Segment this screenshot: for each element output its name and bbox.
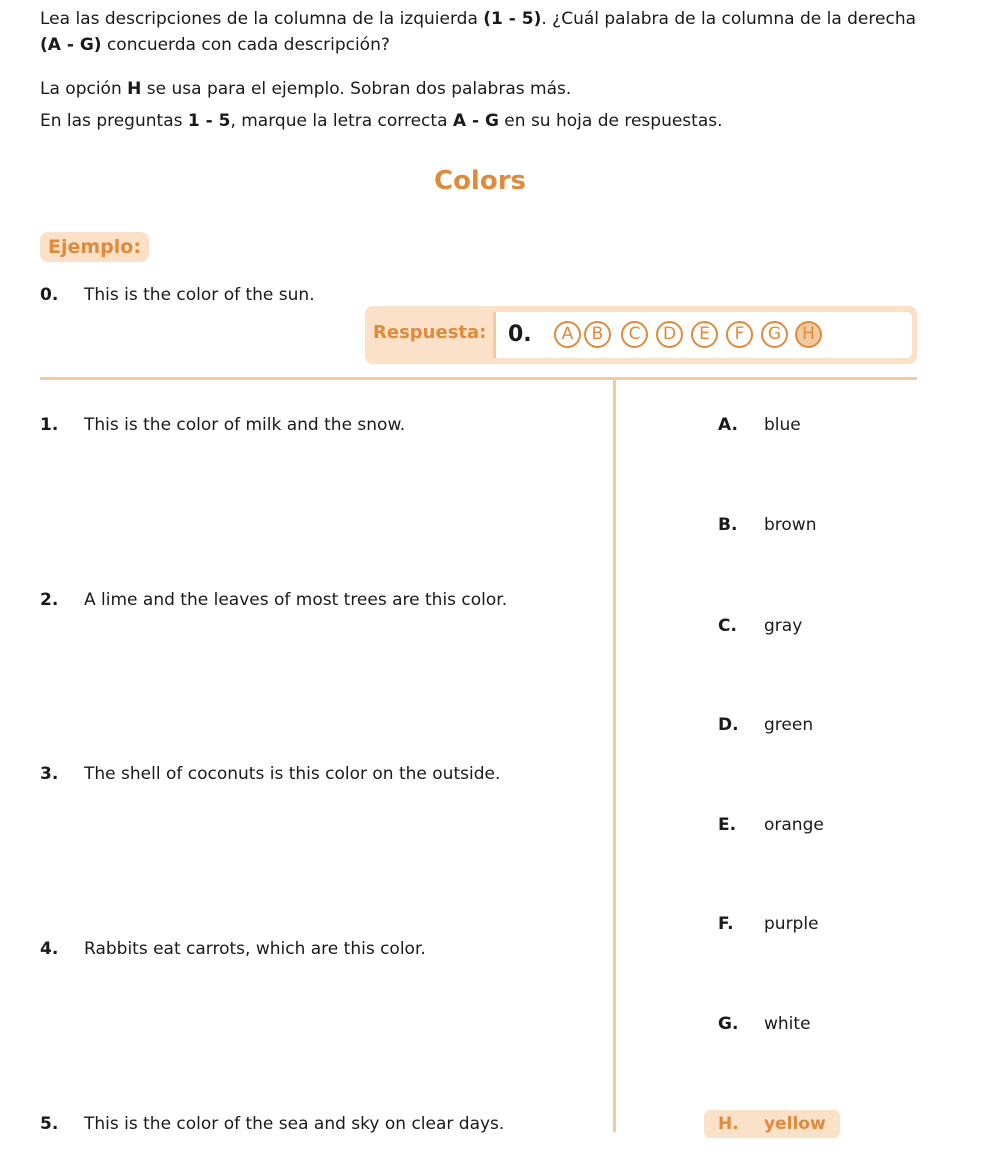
horizontal-divider — [40, 377, 917, 380]
bubble-b[interactable]: B — [584, 321, 611, 348]
question-3 — [0, 764, 600, 788]
option-c — [0, 616, 990, 640]
example-text: This is the color of the sun. — [84, 285, 315, 305]
instruction-option: H — [127, 79, 142, 99]
option-word: white — [764, 1014, 811, 1034]
answer-label: Respuesta: — [373, 322, 487, 343]
instruction-range: (1 - 5) — [483, 9, 542, 29]
option-word: gray — [764, 616, 803, 636]
option-g — [0, 1014, 990, 1038]
bubble-f[interactable]: F — [726, 321, 753, 348]
bubble-e[interactable]: E — [691, 321, 718, 348]
instruction-text: Lea las descripciones de la columna de la izquierda — [40, 9, 484, 29]
option-letter: H. — [718, 1114, 739, 1134]
instruction-line-1 — [40, 8, 916, 30]
instruction-text: En las preguntas — [40, 111, 188, 131]
instruction-text: La opción — [40, 79, 128, 99]
instruction-text: concuerda con cada descripción? — [101, 35, 390, 55]
example-number: 0. — [40, 285, 59, 305]
option-word: purple — [764, 914, 819, 934]
option-h — [0, 1114, 990, 1138]
question-number: 4. — [40, 939, 59, 959]
question-number: 2. — [40, 590, 59, 610]
option-letter: B. — [718, 515, 738, 535]
option-b — [0, 515, 990, 539]
instruction-text: . ¿Cuál palabra de la columna de la derecha — [541, 9, 917, 29]
option-letter: G. — [718, 1014, 739, 1034]
instruction-range: (A - G) — [40, 35, 102, 55]
instruction-line-3 — [40, 78, 571, 100]
answer-bubbles — [493, 312, 912, 358]
option-f — [0, 914, 990, 938]
question-text: Rabbits eat carrots, which are this color. — [84, 939, 426, 959]
question-4 — [0, 939, 600, 963]
option-word: orange — [764, 815, 824, 835]
option-d — [0, 715, 990, 739]
question-text: A lime and the leaves of most trees are this color. — [84, 590, 508, 610]
question-number: 5. — [40, 1114, 59, 1134]
question-text: This is the color of the sea and sky on clear days. — [84, 1114, 505, 1134]
bubble-g[interactable]: G — [761, 321, 788, 348]
instruction-text: en su hoja de respuestas. — [498, 111, 723, 131]
example-tag: Ejemplo: — [40, 232, 149, 262]
instruction-range: 1 - 5 — [187, 111, 231, 131]
page-title: Colors — [433, 166, 526, 196]
instruction-line-2 — [40, 34, 390, 56]
question-number: 1. — [40, 415, 59, 435]
instruction-text: , marque la letra correcta — [230, 111, 453, 131]
example-answer-box — [365, 306, 917, 364]
question-text: The shell of coconuts is this color on the outside. — [84, 764, 501, 784]
option-letter: F. — [718, 914, 734, 934]
option-e — [0, 815, 990, 839]
example-question — [0, 285, 400, 309]
option-letter: E. — [718, 815, 737, 835]
option-letter: C. — [718, 616, 737, 636]
instruction-text: se usa para el ejemplo. Sobran dos palabras más. — [141, 79, 572, 99]
option-word: green — [764, 715, 814, 735]
option-word: brown — [764, 515, 817, 535]
question-2 — [0, 590, 600, 614]
bubble-a[interactable]: A — [554, 321, 581, 348]
option-word: blue — [764, 415, 801, 435]
question-text: This is the color of milk and the snow. — [84, 415, 406, 435]
option-letter: D. — [718, 715, 739, 735]
instruction-range: A - G — [452, 111, 499, 131]
option-letter: A. — [718, 415, 738, 435]
bubble-d[interactable]: D — [656, 321, 683, 348]
bubble-c[interactable]: C — [621, 321, 648, 348]
option-a — [0, 415, 990, 439]
answer-number: 0. — [508, 322, 532, 347]
instruction-line-4 — [40, 110, 723, 132]
bubble-h-selected[interactable]: H — [795, 321, 822, 348]
option-word: yellow — [764, 1114, 826, 1134]
question-number: 3. — [40, 764, 59, 784]
